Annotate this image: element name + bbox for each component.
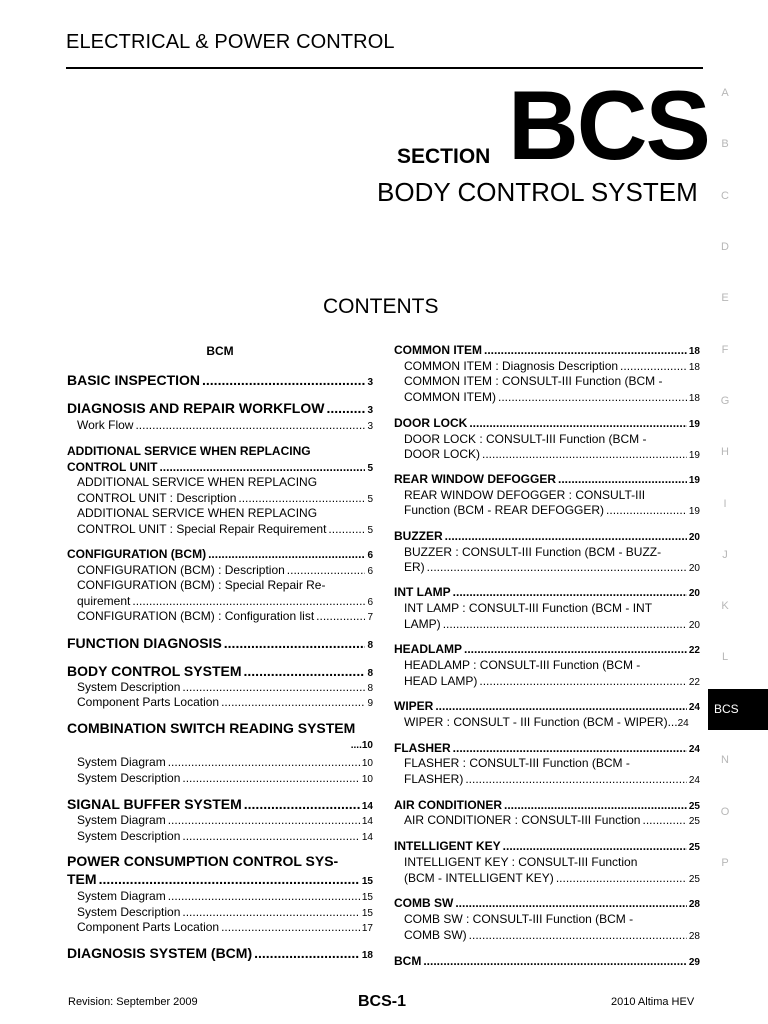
toc-entry[interactable]: COMB SW : CONSULT-III Function (BCM - (404, 912, 634, 926)
index-tab-c[interactable]: C (721, 190, 729, 202)
toc-entry[interactable]: WIPER ..... 24 (394, 699, 700, 713)
toc-entry[interactable]: HEADLAMP : CONSULT-III Function (BCM - (404, 658, 641, 672)
index-tab-o[interactable]: O (720, 806, 730, 818)
toc-entry[interactable]: Function (BCM - REAR DEFOGGER) ..... 19 (394, 503, 700, 517)
toc-entry[interactable]: Work Flow ..... 3 (67, 418, 373, 432)
toc-entry[interactable]: BUZZER ..... 20 (394, 529, 700, 543)
toc-entry[interactable]: AIR CONDITIONER : CONSULT-III Function ..... 25 (394, 813, 700, 827)
toc-entry[interactable]: .... 10 (350, 740, 373, 751)
toc-entry[interactable]: REAR WINDOW DEFOGGER ..... 19 (394, 472, 700, 486)
toc-entry[interactable]: CONTROL UNIT : Description ..... 5 (67, 491, 373, 505)
contents-heading: CONTENTS (323, 295, 439, 318)
toc-entry[interactable]: quirement ..... 6 (67, 594, 373, 608)
index-tab-d[interactable]: D (721, 241, 729, 253)
toc-entry[interactable]: System Description ..... 8 (67, 680, 373, 694)
toc-entry[interactable]: HEAD LAMP) ..... 22 (394, 674, 700, 688)
toc-entry[interactable]: FUNCTION DIAGNOSIS ..... 8 (67, 635, 373, 651)
toc-entry[interactable]: Component Parts Location ..... 17 (67, 920, 373, 934)
toc-entry[interactable]: INTELLIGENT KEY : CONSULT-III Function (404, 855, 638, 869)
footer-model: 2010 Altima HEV (611, 996, 695, 1008)
toc-entry[interactable]: HEADLAMP ..... 22 (394, 642, 700, 656)
toc-entry[interactable]: BASIC INSPECTION ..... 3 (67, 372, 373, 388)
toc-entry[interactable]: DIAGNOSIS SYSTEM (BCM) ..... 18 (67, 945, 373, 961)
index-tab-n[interactable]: N (721, 754, 729, 766)
section-label: SECTION (397, 145, 491, 168)
toc-entry[interactable]: COMMON ITEM ..... 18 (394, 343, 700, 357)
index-tab-l[interactable]: L (721, 651, 729, 663)
toc-entry[interactable]: CONFIGURATION (BCM) ..... 6 (67, 547, 373, 561)
toc-entry[interactable]: FLASHER : CONSULT-III Function (BCM - (404, 756, 630, 770)
toc-entry[interactable]: Component Parts Location ..... 9 (67, 695, 373, 709)
index-tab-g[interactable]: G (720, 395, 730, 407)
toc-entry[interactable]: ER) ..... 20 (394, 560, 700, 574)
index-tab-h[interactable]: H (721, 446, 729, 458)
toc-entry[interactable]: System Description ..... 15 (67, 905, 373, 919)
toc-entry[interactable]: INT LAMP : CONSULT-III Function (BCM - INT (404, 601, 653, 615)
toc-entry[interactable]: System Diagram ..... 10 (67, 755, 373, 769)
toc-entry[interactable]: COMMON ITEM : CONSULT-III Function (BCM - (404, 374, 663, 388)
toc-entry[interactable]: ADDITIONAL SERVICE WHEN REPLACING (77, 475, 318, 489)
toc-entry[interactable]: System Diagram ..... 14 (67, 813, 373, 827)
toc-entry[interactable]: CONFIGURATION (BCM) : Special Repair Re- (77, 578, 326, 592)
toc-entry[interactable]: COMB SW ..... 28 (394, 896, 700, 910)
footer-revision: Revision: September 2009 (68, 996, 198, 1008)
toc-group-title (67, 344, 373, 358)
section-title: BODY CONTROL SYSTEM (377, 177, 698, 207)
toc-entry[interactable]: COMMON ITEM : Diagnosis Description ..... 18 (394, 359, 700, 373)
toc-group-label: BCM (206, 344, 234, 358)
toc-entry[interactable]: LAMP) ..... 20 (394, 617, 700, 631)
toc-entry[interactable]: REAR WINDOW DEFOGGER : CONSULT-III (404, 488, 646, 502)
toc-entry[interactable]: COMMON ITEM) ..... 18 (394, 390, 700, 404)
index-tab-e[interactable]: E (721, 292, 729, 304)
index-tab-a[interactable]: A (721, 87, 729, 99)
toc-entry[interactable]: System Description ..... 10 (67, 771, 373, 785)
manual-header: ELECTRICAL & POWER CONTROL (66, 31, 395, 53)
index-tab-j[interactable]: J (722, 549, 728, 561)
toc-entry[interactable]: CONFIGURATION (BCM) : Description ..... 6 (67, 563, 373, 577)
toc-entry[interactable]: AIR CONDITIONER ..... 25 (394, 798, 700, 812)
index-tab-k[interactable]: K (721, 600, 729, 612)
index-tab-f[interactable]: F (721, 344, 729, 356)
toc-entry[interactable]: WIPER : CONSULT - III Function (BCM - WIPER)... 24 (404, 715, 689, 729)
toc-entry[interactable]: COMB SW) ..... 28 (394, 928, 700, 942)
section-code: BCS (508, 70, 709, 180)
toc-entry[interactable]: BODY CONTROL SYSTEM ..... 8 (67, 663, 373, 679)
toc-entry[interactable]: DIAGNOSIS AND REPAIR WORKFLOW ..... 3 (67, 400, 373, 416)
toc-entry[interactable]: DOOR LOCK) ..... 19 (394, 447, 700, 461)
toc-entry[interactable]: SIGNAL BUFFER SYSTEM ..... 14 (67, 796, 373, 812)
toc-entry[interactable]: INTELLIGENT KEY ..... 25 (394, 839, 700, 853)
toc-entry[interactable]: (BCM - INTELLIGENT KEY) ..... 25 (394, 871, 700, 885)
toc-entry[interactable]: DOOR LOCK : CONSULT-III Function (BCM - (404, 432, 647, 446)
index-tab-i[interactable]: I (723, 498, 727, 510)
toc-entry[interactable]: CONTROL UNIT ..... 5 (67, 460, 373, 474)
toc-entry[interactable]: System Diagram ..... 15 (67, 889, 373, 903)
header-rule (66, 67, 703, 69)
toc-entry[interactable]: INT LAMP ..... 20 (394, 585, 700, 599)
toc-entry[interactable]: BUZZER : CONSULT-III Function (BCM - BUZZ- (404, 545, 662, 559)
toc-entry[interactable]: ADDITIONAL SERVICE WHEN REPLACING (77, 506, 318, 520)
toc-entry[interactable]: FLASHER) ..... 24 (394, 772, 700, 786)
index-tab-p[interactable]: P (721, 857, 729, 869)
toc-entry[interactable]: BCM ..... 29 (394, 954, 700, 968)
index-tab-b[interactable]: B (721, 138, 729, 150)
toc-entry[interactable]: POWER CONSUMPTION CONTROL SYS- (67, 853, 339, 869)
toc-entry[interactable]: CONFIGURATION (BCM) : Configuration list ..... 7 (67, 609, 373, 623)
index-tab-bcs-active[interactable]: BCS (708, 689, 768, 730)
toc-entry[interactable]: DOOR LOCK ..... 19 (394, 416, 700, 430)
toc-entry[interactable]: COMBINATION SWITCH READING SYSTEM (67, 720, 356, 736)
toc-entry[interactable]: ADDITIONAL SERVICE WHEN REPLACING (67, 444, 311, 458)
footer-page-number: BCS-1 (358, 993, 407, 1010)
toc-entry[interactable]: System Description ..... 14 (67, 829, 373, 843)
toc-entry[interactable]: TEM ..... 15 (67, 871, 373, 887)
toc-entry[interactable]: CONTROL UNIT : Special Repair Requirement ..... 5 (67, 522, 373, 536)
toc-entry[interactable]: FLASHER ..... 24 (394, 741, 700, 755)
